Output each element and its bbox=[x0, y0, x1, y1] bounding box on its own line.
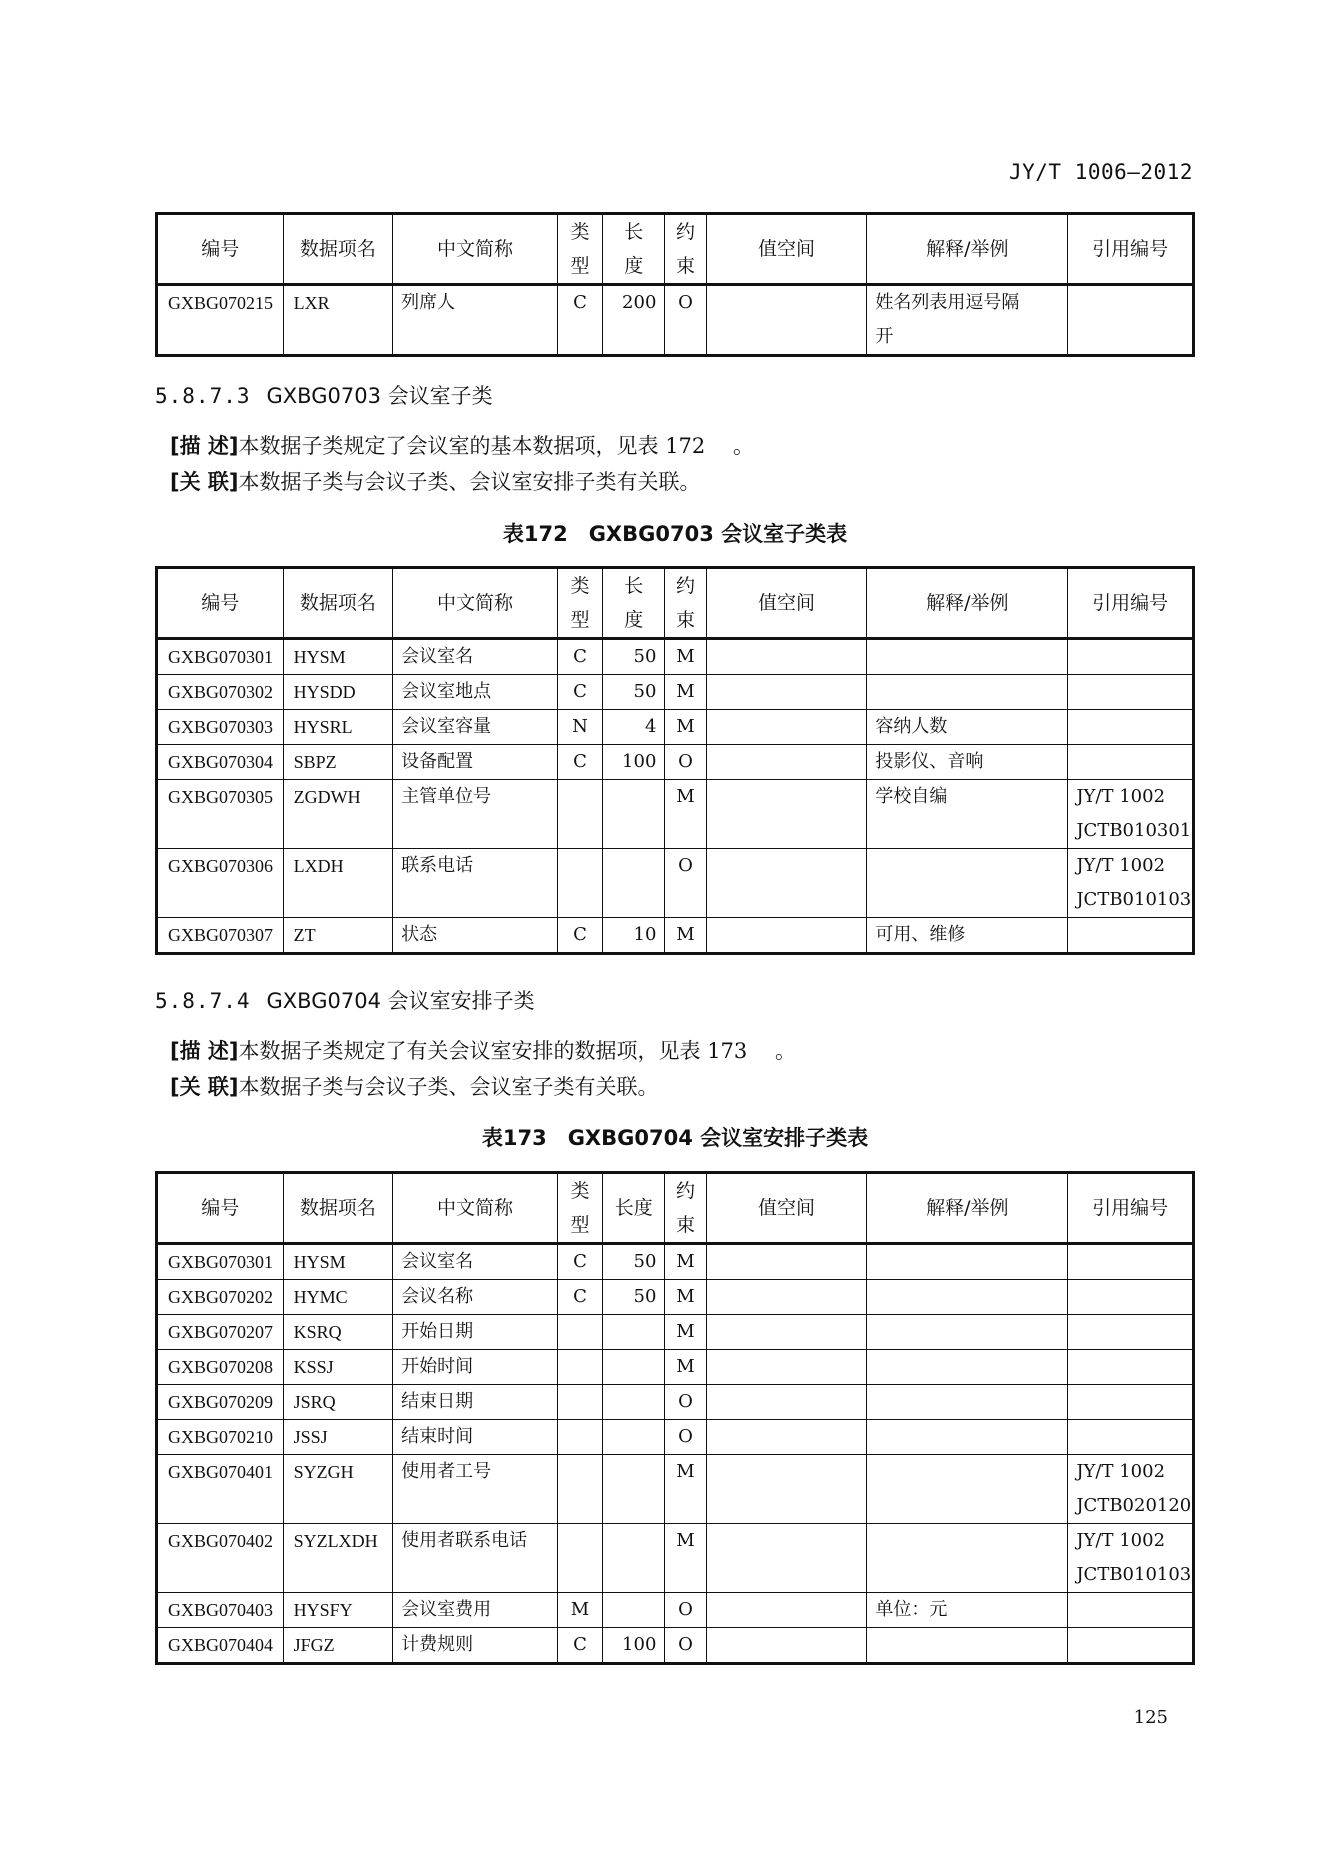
header-row bbox=[157, 568, 1194, 639]
description-text: 本数据子类规定了会议室的基本数据项，见表 172 。 bbox=[238, 434, 754, 458]
cell-field-name: HYSRL bbox=[283, 710, 393, 745]
cell-value-space bbox=[706, 675, 867, 710]
cell-id: GXBG070301 bbox=[157, 639, 284, 675]
cell-type: C bbox=[557, 639, 602, 675]
cell-field-name: SBPZ bbox=[283, 745, 393, 780]
cell-constraint: M bbox=[665, 918, 706, 954]
cell-value-space bbox=[706, 1628, 867, 1664]
cell-length: 4 bbox=[603, 710, 665, 745]
cell-chinese-name: 使用者工号 bbox=[393, 1455, 558, 1524]
cell-reference bbox=[1068, 1593, 1194, 1628]
cell-length: 50 bbox=[603, 1280, 665, 1315]
data-table-173 bbox=[155, 1171, 1195, 1665]
description-paragraph bbox=[170, 1035, 796, 1065]
cell-length bbox=[603, 1524, 665, 1593]
cell-note bbox=[867, 1420, 1068, 1455]
column-header: 值空间 bbox=[706, 214, 867, 285]
cell-value-space bbox=[706, 285, 867, 356]
cell-value-space bbox=[706, 1350, 867, 1385]
cell-length: 100 bbox=[603, 1628, 665, 1664]
table-caption-172: 表172 GXBG0703 会议室子类表 bbox=[502, 522, 848, 546]
cell-field-name: HYSM bbox=[283, 1244, 393, 1280]
cell-constraint: O bbox=[665, 1628, 706, 1664]
cell-type: C bbox=[557, 1244, 602, 1280]
column-header: 约 束 bbox=[665, 214, 706, 285]
cell-note bbox=[867, 639, 1068, 675]
cell-chinese-name: 会议室名 bbox=[393, 1244, 558, 1280]
cell-value-space bbox=[706, 1593, 867, 1628]
cell-value-space bbox=[706, 918, 867, 954]
cell-id: GXBG070202 bbox=[157, 1280, 284, 1315]
cell-field-name: KSSJ bbox=[283, 1350, 393, 1385]
cell-type: C bbox=[557, 918, 602, 954]
cell-id: GXBG070303 bbox=[157, 710, 284, 745]
cell-constraint: M bbox=[665, 1280, 706, 1315]
cell-chinese-name: 结束日期 bbox=[393, 1385, 558, 1420]
cell-note bbox=[867, 1315, 1068, 1350]
section-number: 5.8.7.3 bbox=[155, 384, 251, 408]
cell-type bbox=[557, 1524, 602, 1593]
cell-value-space bbox=[706, 710, 867, 745]
cell-type bbox=[557, 1315, 602, 1350]
cell-constraint: O bbox=[665, 745, 706, 780]
cell-id: GXBG070404 bbox=[157, 1628, 284, 1664]
column-header: 编号 bbox=[157, 214, 284, 285]
cell-reference bbox=[1068, 1385, 1194, 1420]
cell-chinese-name: 开始时间 bbox=[393, 1350, 558, 1385]
cell-field-name: LXDH bbox=[283, 849, 393, 918]
cell-constraint: M bbox=[665, 1315, 706, 1350]
section-title: GXBG0704 会议室安排子类 bbox=[266, 989, 535, 1013]
column-header: 类 型 bbox=[557, 568, 602, 639]
cell-value-space bbox=[706, 1385, 867, 1420]
cell-type bbox=[557, 1420, 602, 1455]
cell-note bbox=[867, 1524, 1068, 1593]
cell-constraint: O bbox=[665, 285, 706, 356]
cell-field-name: HYMC bbox=[283, 1280, 393, 1315]
cell-id: GXBG070207 bbox=[157, 1315, 284, 1350]
table-row bbox=[157, 675, 1194, 710]
table-row bbox=[157, 918, 1194, 954]
cell-note bbox=[867, 1244, 1068, 1280]
cell-chinese-name: 会议名称 bbox=[393, 1280, 558, 1315]
cell-type bbox=[557, 780, 602, 849]
cell-reference bbox=[1068, 1628, 1194, 1664]
table-row bbox=[157, 710, 1194, 745]
cell-chinese-name: 联系电话 bbox=[393, 849, 558, 918]
cell-note bbox=[867, 1455, 1068, 1524]
cell-constraint: M bbox=[665, 1524, 706, 1593]
cell-chinese-name: 主管单位号 bbox=[393, 780, 558, 849]
cell-chinese-name: 会议室费用 bbox=[393, 1593, 558, 1628]
cell-value-space bbox=[706, 1420, 867, 1455]
cell-length bbox=[603, 1420, 665, 1455]
cell-type: C bbox=[557, 1280, 602, 1315]
cell-value-space bbox=[706, 1244, 867, 1280]
table-row bbox=[157, 1350, 1194, 1385]
cell-field-name: JSRQ bbox=[283, 1385, 393, 1420]
cell-field-name: HYSM bbox=[283, 639, 393, 675]
table-row bbox=[157, 1524, 1194, 1593]
cell-field-name: HYSDD bbox=[283, 675, 393, 710]
cell-reference bbox=[1068, 675, 1194, 710]
relation-paragraph bbox=[170, 1071, 659, 1101]
cell-id: GXBG070304 bbox=[157, 745, 284, 780]
column-header: 解释/举例 bbox=[867, 214, 1068, 285]
cell-length: 10 bbox=[603, 918, 665, 954]
cell-length bbox=[603, 1385, 665, 1420]
column-header: 引用编号 bbox=[1068, 1173, 1194, 1244]
cell-type: N bbox=[557, 710, 602, 745]
cell-note bbox=[867, 1628, 1068, 1664]
cell-id: GXBG070305 bbox=[157, 780, 284, 849]
table-row bbox=[157, 745, 1194, 780]
cell-type bbox=[557, 1350, 602, 1385]
cell-constraint: M bbox=[665, 710, 706, 745]
cell-chinese-name: 使用者联系电话 bbox=[393, 1524, 558, 1593]
table-row bbox=[157, 639, 1194, 675]
column-header: 约 束 bbox=[665, 1173, 706, 1244]
column-header: 数据项名 bbox=[283, 1173, 393, 1244]
cell-length bbox=[603, 780, 665, 849]
cell-reference bbox=[1068, 1420, 1194, 1455]
cell-id: GXBG070302 bbox=[157, 675, 284, 710]
cell-length bbox=[603, 849, 665, 918]
cell-field-name: SYZLXDH bbox=[283, 1524, 393, 1593]
cell-field-name: JFGZ bbox=[283, 1628, 393, 1664]
cell-value-space bbox=[706, 1280, 867, 1315]
cell-constraint: O bbox=[665, 1420, 706, 1455]
cell-field-name: KSRQ bbox=[283, 1315, 393, 1350]
table-row bbox=[157, 1244, 1194, 1280]
relation-tag: [关 联] bbox=[170, 1075, 239, 1099]
cell-field-name: JSSJ bbox=[283, 1420, 393, 1455]
column-header: 类 型 bbox=[557, 1173, 602, 1244]
cell-value-space bbox=[706, 1524, 867, 1593]
column-header: 编号 bbox=[157, 1173, 284, 1244]
table-row bbox=[157, 849, 1194, 918]
cell-field-name: SYZGH bbox=[283, 1455, 393, 1524]
table-row bbox=[157, 1420, 1194, 1455]
description-paragraph bbox=[170, 430, 754, 460]
cell-reference bbox=[1068, 918, 1194, 954]
column-header: 值空间 bbox=[706, 1173, 867, 1244]
cell-id: GXBG070401 bbox=[157, 1455, 284, 1524]
table-row bbox=[157, 1385, 1194, 1420]
cell-reference bbox=[1068, 285, 1194, 356]
column-header: 长度 bbox=[603, 1173, 665, 1244]
cell-constraint: M bbox=[665, 639, 706, 675]
cell-id: GXBG070402 bbox=[157, 1524, 284, 1593]
cell-field-name: HYSFY bbox=[283, 1593, 393, 1628]
relation-text: 本数据子类与会议子类、会议室安排子类有关联。 bbox=[238, 470, 701, 494]
cell-chinese-name: 状态 bbox=[393, 918, 558, 954]
column-header: 引用编号 bbox=[1068, 568, 1194, 639]
cell-id: GXBG070307 bbox=[157, 918, 284, 954]
table-row bbox=[157, 1593, 1194, 1628]
cell-id: GXBG070215 bbox=[157, 285, 284, 356]
cell-id: GXBG070208 bbox=[157, 1350, 284, 1385]
cell-reference: JY/T 1002 JCTB020120 bbox=[1068, 1455, 1194, 1524]
column-header: 数据项名 bbox=[283, 568, 393, 639]
cell-field-name: ZGDWH bbox=[283, 780, 393, 849]
cell-value-space bbox=[706, 1455, 867, 1524]
column-header: 约 束 bbox=[665, 568, 706, 639]
cell-value-space bbox=[706, 745, 867, 780]
cell-reference: JY/T 1002 JCTB010103 bbox=[1068, 1524, 1194, 1593]
cell-reference bbox=[1068, 1350, 1194, 1385]
header-row bbox=[157, 214, 1194, 285]
header-row bbox=[157, 1173, 1194, 1244]
cell-value-space bbox=[706, 639, 867, 675]
cell-note: 投影仪、音响 bbox=[867, 745, 1068, 780]
cell-constraint: M bbox=[665, 1244, 706, 1280]
table-caption-173: 表173 GXBG0704 会议室安排子类表 bbox=[481, 1126, 869, 1150]
cell-note: 姓名列表用逗号隔 开 bbox=[867, 285, 1068, 356]
cell-note: 容纳人数 bbox=[867, 710, 1068, 745]
column-header: 长 度 bbox=[603, 568, 665, 639]
cell-note: 可用、维修 bbox=[867, 918, 1068, 954]
cell-value-space bbox=[706, 849, 867, 918]
cell-note bbox=[867, 1385, 1068, 1420]
column-header: 中文简称 bbox=[393, 214, 558, 285]
cell-type: C bbox=[557, 745, 602, 780]
table-row bbox=[157, 1315, 1194, 1350]
cell-length: 200 bbox=[603, 285, 665, 356]
cell-type bbox=[557, 849, 602, 918]
cell-reference bbox=[1068, 1244, 1194, 1280]
cell-constraint: M bbox=[665, 1455, 706, 1524]
data-table-172 bbox=[155, 566, 1195, 955]
cell-reference bbox=[1068, 639, 1194, 675]
cell-field-name: ZT bbox=[283, 918, 393, 954]
table-row bbox=[157, 1455, 1194, 1524]
column-header: 值空间 bbox=[706, 568, 867, 639]
cell-id: GXBG070306 bbox=[157, 849, 284, 918]
cell-reference bbox=[1068, 1315, 1194, 1350]
cell-reference: JY/T 1002 JCTB010103 bbox=[1068, 849, 1194, 918]
cell-chinese-name: 结束时间 bbox=[393, 1420, 558, 1455]
cell-id: GXBG070301 bbox=[157, 1244, 284, 1280]
cell-chinese-name: 会议室地点 bbox=[393, 675, 558, 710]
cell-type bbox=[557, 1385, 602, 1420]
column-header: 中文简称 bbox=[393, 568, 558, 639]
cell-type: C bbox=[557, 1628, 602, 1664]
cell-length bbox=[603, 1593, 665, 1628]
cell-length: 50 bbox=[603, 675, 665, 710]
cell-chinese-name: 计费规则 bbox=[393, 1628, 558, 1664]
cell-field-name: LXR bbox=[283, 285, 393, 356]
cell-length bbox=[603, 1350, 665, 1385]
column-header: 长 度 bbox=[603, 214, 665, 285]
table-row bbox=[157, 1280, 1194, 1315]
page-number: 125 bbox=[1133, 1707, 1168, 1728]
column-header: 编号 bbox=[157, 568, 284, 639]
cell-reference bbox=[1068, 1280, 1194, 1315]
cell-length: 100 bbox=[603, 745, 665, 780]
cell-type: C bbox=[557, 285, 602, 356]
cell-note bbox=[867, 1280, 1068, 1315]
description-text: 本数据子类规定了有关会议室安排的数据项，见表 173 。 bbox=[238, 1039, 796, 1063]
cell-reference bbox=[1068, 710, 1194, 745]
section-heading-0704 bbox=[155, 985, 535, 1015]
section-title: GXBG0703 会议室子类 bbox=[266, 384, 493, 408]
cell-id: GXBG070210 bbox=[157, 1420, 284, 1455]
table-row bbox=[157, 780, 1194, 849]
column-header: 引用编号 bbox=[1068, 214, 1194, 285]
cell-constraint: M bbox=[665, 1350, 706, 1385]
cell-constraint: M bbox=[665, 780, 706, 849]
cell-type: C bbox=[557, 675, 602, 710]
cell-reference: JY/T 1002 JCTB010301 bbox=[1068, 780, 1194, 849]
column-header: 解释/举例 bbox=[867, 1173, 1068, 1244]
section-heading-0703 bbox=[155, 380, 493, 410]
standard-code: JY/T 1006—2012 bbox=[1008, 160, 1193, 184]
cell-length: 50 bbox=[603, 1244, 665, 1280]
cell-note bbox=[867, 849, 1068, 918]
cell-value-space bbox=[706, 780, 867, 849]
section-number: 5.8.7.4 bbox=[155, 989, 251, 1013]
column-header: 数据项名 bbox=[283, 214, 393, 285]
cell-note bbox=[867, 675, 1068, 710]
cell-note: 学校自编 bbox=[867, 780, 1068, 849]
relation-paragraph bbox=[170, 466, 701, 496]
cell-constraint: M bbox=[665, 675, 706, 710]
cell-constraint: O bbox=[665, 1385, 706, 1420]
cell-chinese-name: 会议室名 bbox=[393, 639, 558, 675]
cell-length bbox=[603, 1455, 665, 1524]
cell-value-space bbox=[706, 1315, 867, 1350]
relation-text: 本数据子类与会议子类、会议室子类有关联。 bbox=[238, 1075, 659, 1099]
description-tag: [描 述] bbox=[170, 434, 239, 458]
cell-chinese-name: 设备配置 bbox=[393, 745, 558, 780]
description-tag: [描 述] bbox=[170, 1039, 239, 1063]
column-header: 中文简称 bbox=[393, 1173, 558, 1244]
cell-type bbox=[557, 1455, 602, 1524]
cell-length bbox=[603, 1315, 665, 1350]
data-table-top bbox=[155, 212, 1195, 357]
cell-constraint: O bbox=[665, 849, 706, 918]
table-row bbox=[157, 285, 1194, 356]
column-header: 类 型 bbox=[557, 214, 602, 285]
cell-note bbox=[867, 1350, 1068, 1385]
cell-constraint: O bbox=[665, 1593, 706, 1628]
cell-id: GXBG070209 bbox=[157, 1385, 284, 1420]
cell-reference bbox=[1068, 745, 1194, 780]
relation-tag: [关 联] bbox=[170, 470, 239, 494]
cell-chinese-name: 会议室容量 bbox=[393, 710, 558, 745]
table-row bbox=[157, 1628, 1194, 1664]
cell-chinese-name: 开始日期 bbox=[393, 1315, 558, 1350]
cell-type: M bbox=[557, 1593, 602, 1628]
cell-note: 单位：元 bbox=[867, 1593, 1068, 1628]
cell-id: GXBG070403 bbox=[157, 1593, 284, 1628]
cell-length: 50 bbox=[603, 639, 665, 675]
cell-chinese-name: 列席人 bbox=[393, 285, 558, 356]
column-header: 解释/举例 bbox=[867, 568, 1068, 639]
